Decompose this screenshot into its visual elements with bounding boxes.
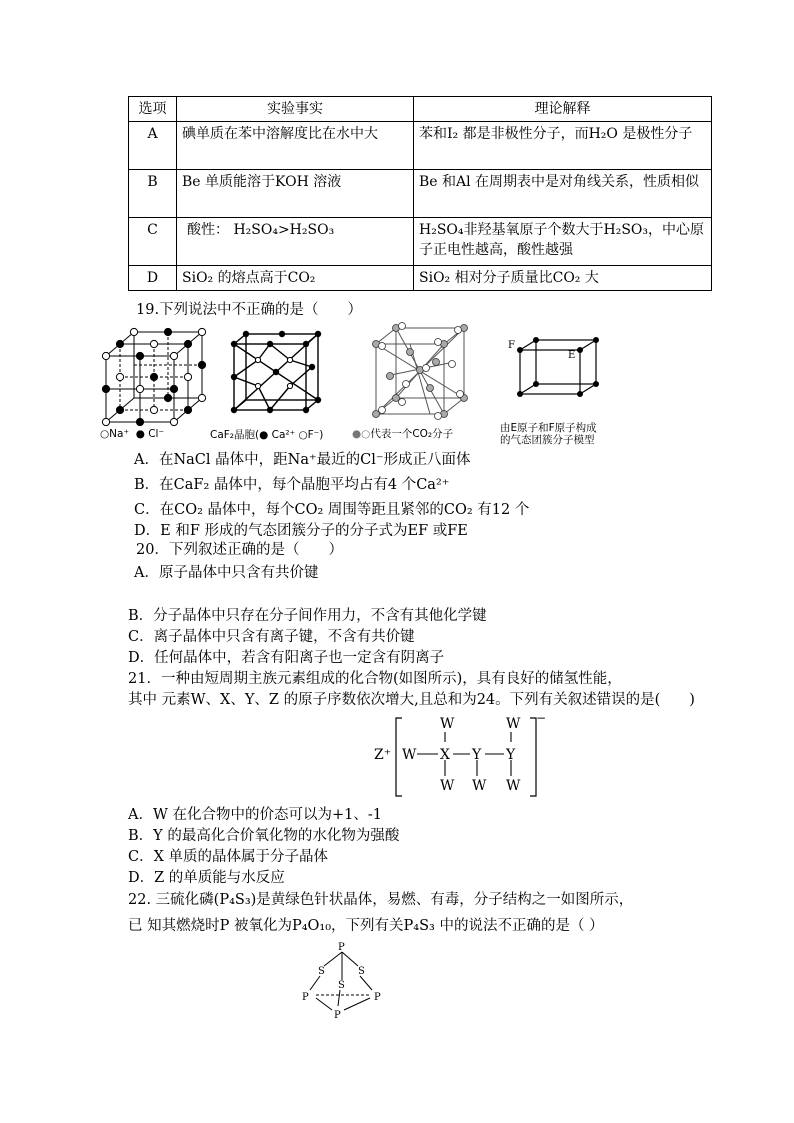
atom-w: W — [402, 747, 417, 763]
atom-w: W — [472, 778, 487, 794]
atom-s: S — [338, 980, 345, 991]
atom-s: S — [318, 966, 325, 977]
table-row — [129, 122, 712, 170]
co2-molecule-icon: ●○ — [352, 428, 371, 440]
nacl-legend — [100, 428, 164, 440]
q20-option-a: A．原子晶体中只含有共价键 — [134, 565, 319, 581]
atom-s: S — [358, 966, 365, 977]
na-ion-icon: ○ — [100, 428, 110, 440]
atom-p: P — [334, 1010, 341, 1021]
atom-w: W — [506, 716, 521, 732]
atom-p: P — [338, 942, 345, 953]
fact-cell: SiO₂ 的熔点高于CO₂ — [177, 266, 414, 291]
p4s3-structure-diagram — [298, 940, 388, 1022]
q20-option-c: C．离子晶体中只含有离子键，不含有共价键 — [128, 629, 415, 645]
comparison-table — [128, 96, 712, 291]
q21-structure-diagram — [372, 710, 550, 802]
na-legend-label: Na⁺ — [109, 428, 130, 440]
explain-cell: Be 和Al 在周期表中是对角线关系，性质相似 — [414, 170, 712, 218]
q19-option-b: B．在CaF₂ 晶体中，每个晶胞平均占有4 个Ca²⁺ — [134, 477, 450, 493]
explain-cell: 苯和I₂ 都是非极性分子，而H₂O 是极性分子 — [414, 122, 712, 170]
q20-stem: 20．下列叙述正确的是（ ） — [136, 542, 343, 558]
ef-cluster-diagram — [508, 336, 608, 400]
atom-x: X — [440, 747, 450, 763]
table-header-row — [129, 97, 712, 122]
explain-cell: H₂SO₄非羟基氧原子个数大于H₂SO₃，中心原子正电性越高，酸性越强 — [414, 218, 712, 266]
fact-cell: 酸性： H₂SO₄>H₂SO₃ — [177, 218, 414, 266]
option-cell: B — [129, 170, 177, 218]
q19-option-d: D．E 和F 形成的气态团簇分子的分子式为EF 或FE — [134, 523, 468, 539]
fact-cell: 碘单质在苯中溶解度比在水中大 — [177, 122, 414, 170]
co2-legend — [352, 428, 453, 440]
atom-y: Y — [506, 747, 516, 763]
atom-y: Y — [472, 747, 482, 763]
q21-stem-line1: 21．一种由短周期主族元素组成的化合物(如图所示)，具有良好的储氢性能， — [128, 671, 622, 687]
q22-stem-line1: 22. 三硫化磷(P₄S₃)是黄绿色针状晶体，易燃、有毒，分子结构之一如图所示， — [128, 892, 634, 908]
ef-label-e: E — [568, 350, 576, 361]
anion-charge: − — [536, 711, 547, 725]
caf2-crystal-diagram — [228, 330, 324, 414]
explain-cell: SiO₂ 相对分子质量比CO₂ 大 — [414, 266, 712, 291]
q21-option-d: D．Z 的单质能与水反应 — [128, 870, 285, 886]
table-row — [129, 266, 712, 291]
q19-option-a: A．在NaCl 晶体中，距Na⁺最近的Cl⁻形成正八面体 — [134, 452, 471, 468]
header-cell: 选项 — [129, 97, 177, 122]
atom-p: P — [374, 992, 381, 1003]
q21-option-a: A．W 在化合物中的价态可以为+1、-1 — [128, 807, 382, 823]
co2-caption: 代表一个CO₂分子 — [370, 428, 454, 440]
q20-option-d: D．任何晶体中，若含有阳离子也一定含有阴离子 — [128, 650, 445, 666]
atom-w: W — [506, 778, 521, 794]
option-cell: D — [129, 266, 177, 291]
atom-w: W — [440, 778, 455, 794]
q19-stem: 19.下列说法中不正确的是（ ） — [136, 302, 363, 318]
caf2-caption: CaF₂晶胞(● Ca²⁺ ○F⁻) — [210, 429, 324, 441]
atom-p: P — [302, 992, 309, 1003]
ef-caption-1: 由E原子和F原子构成 — [500, 422, 597, 434]
table-row — [129, 218, 712, 266]
ef-caption-2: 的气态团簇分子模型 — [500, 434, 595, 446]
atom-w: W — [440, 716, 455, 732]
q19-option-c: C．在CO₂ 晶体中，每个CO₂ 周围等距且紧邻的CO₂ 有12 个 — [134, 502, 530, 518]
q21-option-b: B．Y 的最高化合价氧化物的水化物为强酸 — [128, 828, 400, 844]
nacl-crystal-diagram — [98, 326, 214, 426]
q21-option-c: C．X 单质的晶体属于分子晶体 — [128, 849, 329, 865]
co2-crystal-diagram — [366, 322, 472, 422]
cl-ion-icon: ● — [135, 428, 145, 440]
fact-cell: Be 单质能溶于KOH 溶液 — [177, 170, 414, 218]
q21-stem-line2: 其中 元素W、X、Y、Z 的原子序数依次增大,且总和为24。下列有关叙述错误的是( ) — [128, 692, 695, 708]
q22-stem-line2: 已 知其燃烧时P 被氧化为P₄O₁₀，下列有关P₄S₃ 中的说法不正确的是（ ） — [128, 918, 604, 934]
z-cation: Z⁺ — [374, 747, 392, 763]
cl-legend-label: Cl⁻ — [148, 428, 165, 440]
table-row — [129, 170, 712, 218]
q20-option-b: B．分子晶体中只存在分子间作用力，不含有其他化学键 — [128, 608, 487, 624]
option-cell: A — [129, 122, 177, 170]
option-cell: C — [129, 218, 177, 266]
ef-label-f: F — [508, 340, 515, 351]
header-cell: 理论解释 — [414, 97, 712, 122]
header-cell: 实验事实 — [177, 97, 414, 122]
